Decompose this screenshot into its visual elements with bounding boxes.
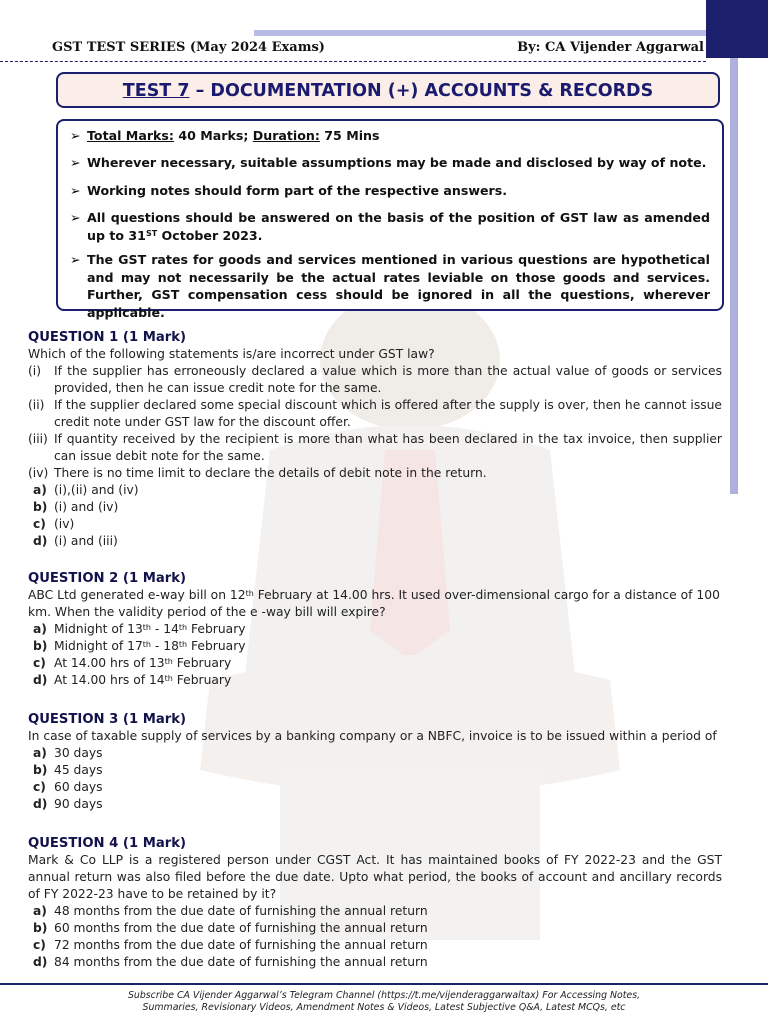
question-4 [28, 835, 722, 971]
question-title: QUESTION 3 (1 Mark) [28, 712, 187, 727]
arrow-bullet-icon: ➢ [70, 183, 81, 198]
answer-option: c) 72 months from the due date of furnishing the annual return [33, 938, 428, 952]
answer-option: c) At 14.00 hrs of 13th February [33, 656, 232, 670]
arrow-bullet-icon: ➢ [70, 252, 81, 267]
right-side-bar [730, 58, 738, 494]
answer-option: d) (i) and (iii) [33, 534, 118, 548]
header-divider [0, 61, 706, 62]
test-title: – DOCUMENTATION (+) ACCOUNTS & RECORDS [189, 81, 654, 101]
statement-item: (i) If the supplier has erroneously declared a value which is more than the actual value of goods or services provided, then he can issue credit note for the same. [28, 364, 722, 395]
marks-value: 40 Marks; [173, 128, 253, 143]
statement-item: (iv) There is no time limit to declare the details of debit note in the return. [28, 466, 487, 480]
page-header [52, 38, 704, 60]
answer-option: d) At 14.00 hrs of 14th February [33, 673, 232, 687]
top-accent-strip [254, 30, 706, 36]
marks-label: Total Marks: [87, 128, 174, 143]
test-number: TEST 7 [122, 81, 190, 101]
author-name: By: CA Vijender Aggarwal [517, 40, 704, 55]
answer-option: a) 48 months from the due date of furnishing the annual return [33, 904, 428, 918]
answer-option: a) 30 days [33, 746, 103, 760]
footer-line-2: Summaries, Revisionary Videos, Amendment Notes & Videos, Latest Subjective Q&A, Latest MCQs, etc [142, 1002, 626, 1013]
instruction-marks [70, 127, 710, 145]
page-footer [0, 990, 768, 1014]
question-1 [28, 329, 722, 550]
question-2 [28, 570, 722, 689]
arrow-bullet-icon: ➢ [70, 210, 81, 225]
duration-value: 75 Mins [319, 128, 380, 143]
answer-option: d) 84 months from the due date of furnishing the annual return [33, 955, 428, 969]
answer-option: d) 90 days [33, 797, 103, 811]
instructions-box [56, 119, 724, 320]
duration-label: Duration: [252, 128, 320, 143]
answer-option: b) Midnight of 17th - 18th February [33, 639, 246, 653]
footer-line-1: Subscribe CA Vijender Aggarwal’s Telegram Channel (https://t.me/vijenderaggarwaltax) For Accessing Notes, [127, 990, 641, 1001]
question-stem: In case of taxable supply of services by a banking company or a NBFC, invoice is to be issued within a period of [28, 729, 717, 743]
answer-option: c) 60 days [33, 780, 103, 794]
test-title-box [56, 72, 720, 108]
arrow-bullet-icon: ➢ [70, 128, 81, 143]
answer-option: b) (i) and (iv) [33, 500, 119, 514]
question-3 [28, 711, 722, 813]
footer-divider [0, 983, 768, 985]
series-title: GST TEST SERIES (May 2024 Exams) [52, 40, 325, 55]
question-title: QUESTION 4 (1 Mark) [28, 836, 187, 851]
instruction-item: ➢ Wherever necessary, suitable assumptions may be made and disclosed by way of note. [70, 155, 707, 170]
question-title: QUESTION 1 (1 Mark) [28, 330, 187, 345]
instruction-item: ➢ Working notes should form part of the respective answers. [70, 183, 507, 198]
question-stem: Which of the following statements is/are incorrect under GST law? [28, 347, 435, 361]
corner-decoration [706, 0, 768, 58]
question-title: QUESTION 2 (1 Mark) [28, 571, 187, 586]
statement-item: (iii) If quantity received by the recipient is more than what has been declared in the tax invoice, then supplier can issue debit note for the same. [28, 432, 722, 463]
answer-option: a) (i),(ii) and (iv) [33, 483, 139, 497]
statement-item: (ii) If the supplier declared some special discount which is offered after the supply is over, then he cannot issue credit note under GST law for the discount offer. [28, 398, 722, 429]
answer-option: c) (iv) [33, 517, 75, 531]
answer-option: b) 45 days [33, 763, 103, 777]
arrow-bullet-icon: ➢ [70, 155, 81, 170]
instruction-law: ➢ All questions should be answered on the basis of the position of GST law as amended up to 31ST October 2023. [70, 210, 710, 243]
instruction-rates: ➢ The GST rates for goods and services mentioned in various questions are hypothetical and may not necessarily be the actual rates leviable on those goods and services. Further, GST compensation cess should be ignored in all the questions, wherever applicable. [70, 252, 710, 320]
question-stem: Mark & Co LLP is a registered person under CGST Act. It has maintained books of FY 2022-23 and the GST annual return was also filed before the due date. Upto what period, the books of account and ancillary records of FY 2022-23 have to be retained by it? [28, 853, 722, 901]
answer-option: a) Midnight of 13th - 14th February [33, 622, 246, 636]
question-stem: ABC Ltd generated e-way bill on 12th February at 14.00 hrs. It used over-dimensional cargo for a distance of 100 km. When the validity period of the e -way bill will expire? [28, 588, 720, 619]
answer-option: b) 60 months from the due date of furnishing the annual return [33, 921, 428, 935]
